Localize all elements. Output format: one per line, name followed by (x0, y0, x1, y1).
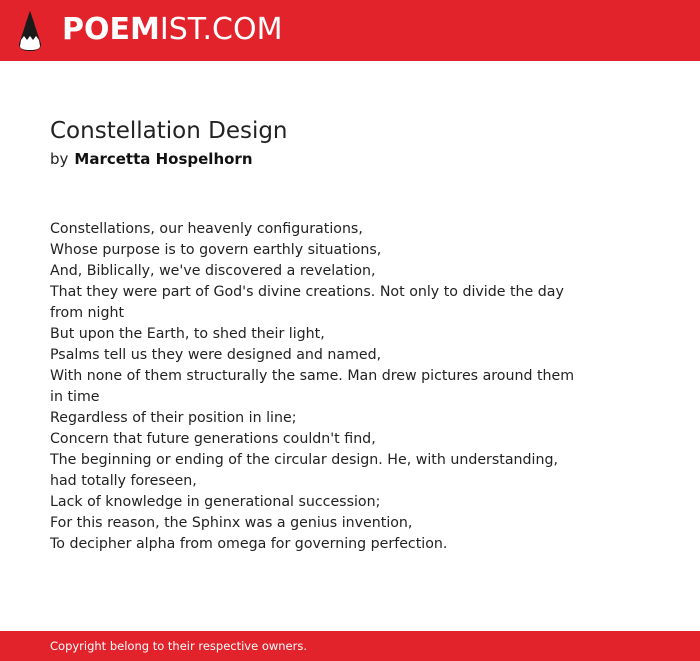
poem-line: Constellations, our heavenly configurations, (50, 221, 363, 237)
author-name[interactable]: Marcetta Hospelhorn (74, 150, 253, 168)
poem-line: With none of them structurally the same. Man drew pictures around them in time (50, 368, 575, 405)
by-label: by (50, 150, 69, 168)
copyright-notice: Copyright belong to their respective owners. (50, 639, 308, 653)
poem-line: And, Biblically, we've discovered a revelation, (50, 263, 376, 279)
poem-line: Psalms tell us they were designed and named, (50, 347, 382, 363)
poem-line: But upon the Earth, to shed their light, (50, 326, 325, 342)
logo-text-light: IST.COM (159, 12, 283, 47)
poem-body (50, 219, 585, 555)
site-header (0, 0, 700, 61)
byline (50, 148, 253, 170)
pencil-tip-icon[interactable] (18, 10, 42, 52)
site-footer (0, 631, 700, 661)
site-logo[interactable] (62, 12, 282, 48)
poem-line: Whose purpose is to govern earthly situations, (50, 242, 382, 258)
poem-line: That they were part of God's divine creations. Not only to divide the day from night (50, 284, 564, 321)
poem-line: To decipher alpha from omega for governing perfection. (50, 536, 448, 552)
poem-line: For this reason, the Sphinx was a genius invention, (50, 515, 413, 531)
poem-line: Concern that future generations couldn't find, (50, 431, 376, 447)
poem-line: Lack of knowledge in generational succession; (50, 494, 381, 510)
logo-text-bold: POEM (62, 12, 160, 47)
poem-title: Constellation Design (50, 118, 288, 144)
poem-line: Regardless of their position in line; (50, 410, 297, 426)
poem-line: The beginning or ending of the circular design. He, with understanding, had totally foreseen, (50, 452, 558, 489)
